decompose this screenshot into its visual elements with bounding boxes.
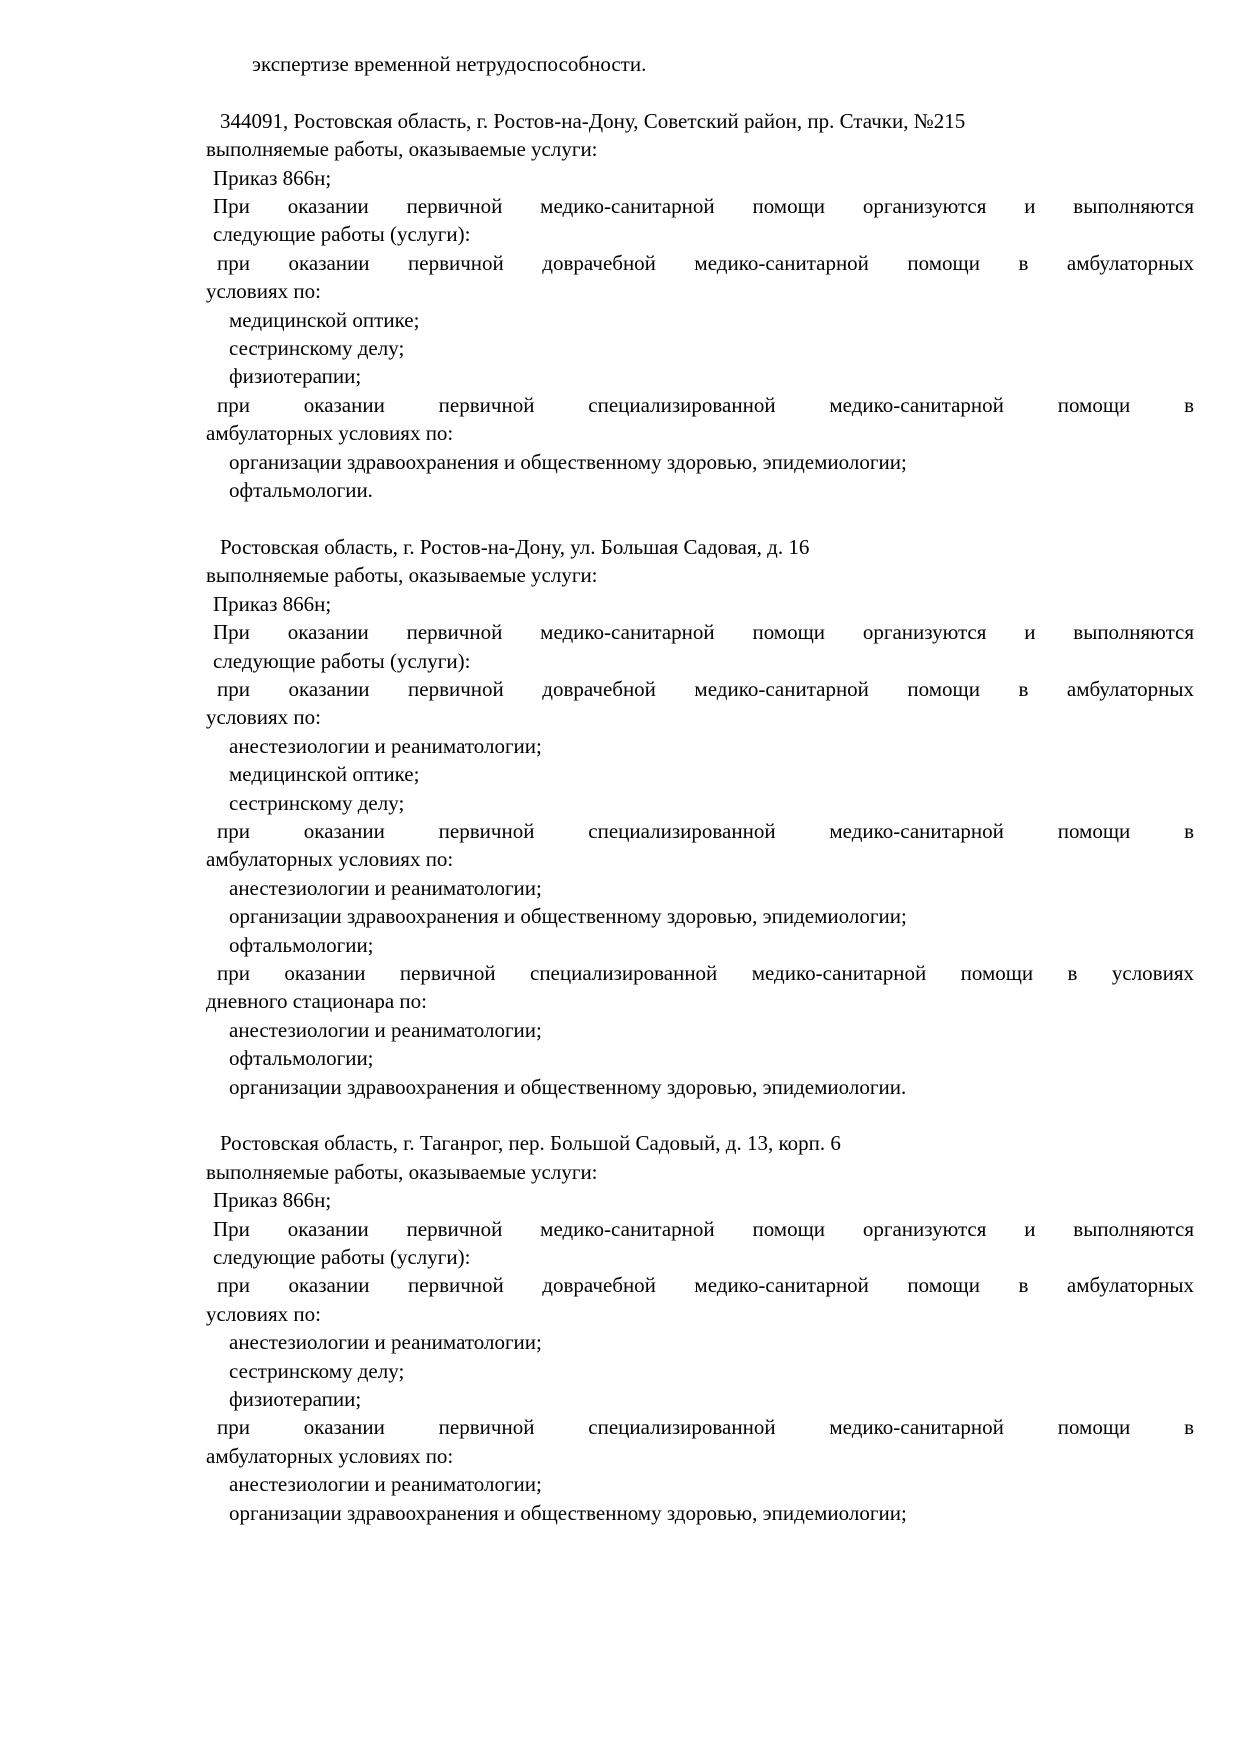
text-line: анестезиологии и реаниматологии; bbox=[229, 1472, 542, 1497]
text-line: Приказ 866н; bbox=[213, 165, 332, 190]
license-section bbox=[0, 107, 1241, 505]
text-line: условиях по: bbox=[206, 1301, 321, 1326]
text-line: Ростовская область, г. Ростов-на-Дону, ул. Большая Садовая, д. 16 bbox=[220, 534, 810, 559]
text-line: Ростовская область, г. Таганрог, пер. Большой Садовый, д. 13, корп. 6 bbox=[220, 1131, 841, 1156]
text-line: условиях по: bbox=[206, 279, 321, 304]
text-line: при оказании первичной специализированной медико-санитарной помощи в bbox=[217, 1415, 1194, 1440]
text-line: при оказании первичной доврачебной медико-санитарной помощи в амбулаторных bbox=[217, 250, 1194, 275]
text-line: при оказании первичной доврачебной медико-санитарной помощи в амбулаторных bbox=[217, 676, 1194, 701]
text-line: организации здравоохранения и общественному здоровью, эпидемиологии; bbox=[229, 904, 907, 929]
text-line: анестезиологии и реаниматологии; bbox=[229, 733, 542, 758]
text-line: медицинской оптике; bbox=[229, 762, 420, 787]
text-line: сестринскому делу; bbox=[229, 336, 405, 361]
text-line: организации здравоохранения и общественному здоровью, эпидемиологии. bbox=[229, 1074, 907, 1099]
text-line: сестринскому делу; bbox=[229, 790, 405, 815]
text-line: следующие работы (услуги): bbox=[213, 1245, 471, 1270]
text-line: при оказании первичной специализированной медико-санитарной помощи в bbox=[217, 392, 1194, 417]
text-line: офтальмологии; bbox=[229, 932, 374, 957]
text-line: Приказ 866н; bbox=[213, 1188, 332, 1213]
text-line: условиях по: bbox=[206, 705, 321, 730]
text-line: следующие работы (услуги): bbox=[213, 222, 471, 247]
text-line: выполняемые работы, оказываемые услуги: bbox=[206, 137, 598, 162]
text-line: 344091, Ростовская область, г. Ростов-на-Дону, Советский район, пр. Стачки, №215 bbox=[220, 108, 966, 133]
text-line: анестезиологии и реаниматологии; bbox=[229, 1330, 542, 1355]
text-line: амбулаторных условиях по: bbox=[206, 847, 454, 872]
blank-line bbox=[0, 504, 1241, 532]
text-line: амбулаторных условиях по: bbox=[206, 1443, 454, 1468]
page-continuation-fragment: экспертизе временной нетрудоспособности. bbox=[252, 52, 647, 76]
text-line: офтальмологии; bbox=[229, 1046, 374, 1071]
text-line: сестринскому делу; bbox=[229, 1358, 405, 1383]
text-line: Приказ 866н; bbox=[213, 591, 332, 616]
blank-line bbox=[0, 78, 1241, 106]
text-line: анестезиологии и реаниматологии; bbox=[229, 875, 542, 900]
text-line: при оказании первичной доврачебной медико-санитарной помощи в амбулаторных bbox=[217, 1273, 1194, 1298]
text-line: офтальмологии. bbox=[229, 478, 373, 503]
license-section bbox=[0, 533, 1241, 1101]
license-section bbox=[0, 1129, 1241, 1527]
text-line: медицинской оптике; bbox=[229, 307, 420, 332]
text-line: следующие работы (услуги): bbox=[213, 648, 471, 673]
text-line: При оказании первичной медико-санитарной помощи организуются и выполняются bbox=[213, 620, 1194, 645]
text-line: физиотерапии; bbox=[229, 364, 362, 389]
text-line: выполняемые работы, оказываемые услуги: bbox=[206, 563, 598, 588]
text-line: при оказании первичной специализированной медико-санитарной помощи в условиях bbox=[217, 960, 1194, 985]
text-line: дневного стационара по: bbox=[206, 989, 427, 1014]
text-line: выполняемые работы, оказываемые услуги: bbox=[206, 1159, 598, 1184]
text-line: при оказании первичной специализированной медико-санитарной помощи в bbox=[217, 818, 1194, 843]
text-line: организации здравоохранения и общественному здоровью, эпидемиологии; bbox=[229, 1500, 907, 1525]
text-line: физиотерапии; bbox=[229, 1387, 362, 1412]
blank-line bbox=[0, 1101, 1241, 1129]
text-line: организации здравоохранения и общественному здоровью, эпидемиологии; bbox=[229, 449, 907, 474]
text-line: анестезиологии и реаниматологии; bbox=[229, 1017, 542, 1042]
text-line: При оказании первичной медико-санитарной помощи организуются и выполняются bbox=[213, 1216, 1194, 1241]
text-line: амбулаторных условиях по: bbox=[206, 421, 454, 446]
text-line: При оказании первичной медико-санитарной помощи организуются и выполняются bbox=[213, 194, 1194, 219]
